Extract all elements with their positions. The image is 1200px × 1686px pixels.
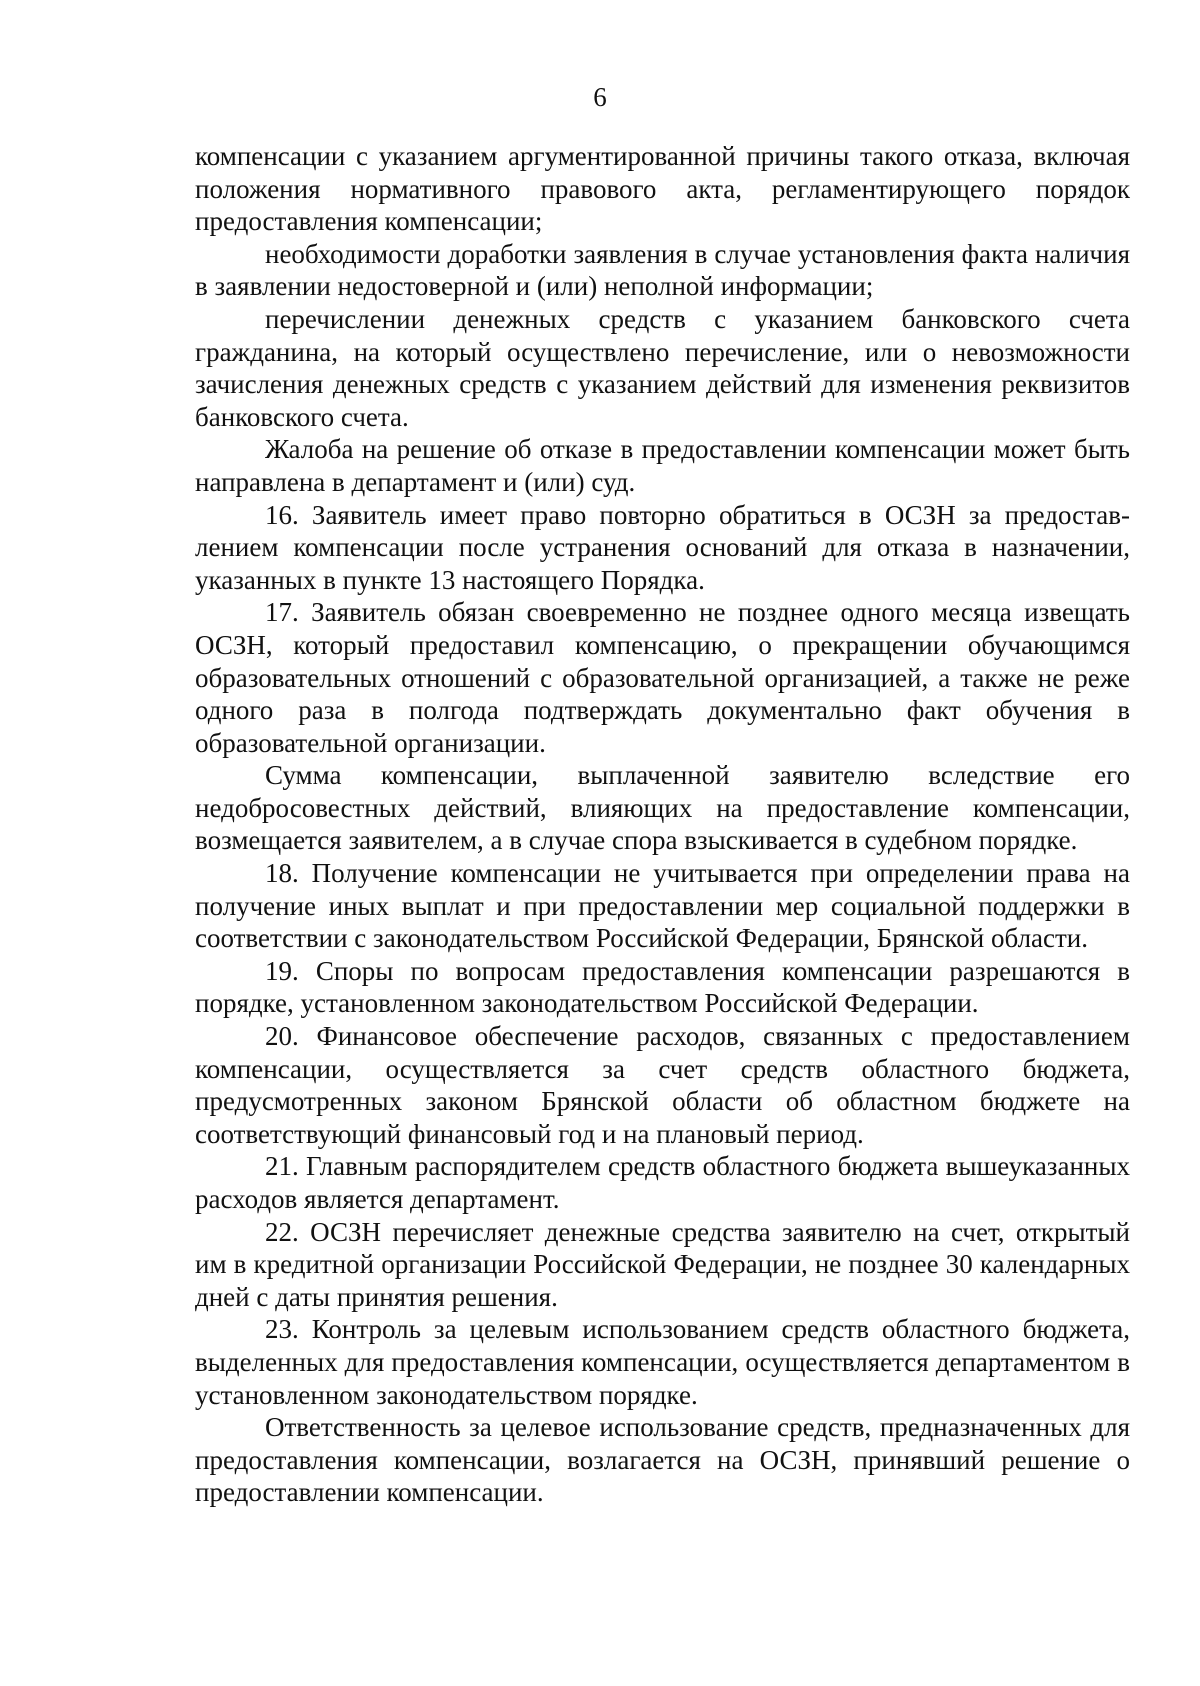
paragraph-item-18: 18. Получение компенсации не учитывается при определении права на получение иных выплат и при предоставлении мер социальной поддержки в соответствии с законодательством Российской Федерации, Брянской области. [195, 858, 1130, 954]
paragraph-item-22: 22. ОСЗН перечисляет денежные средства заявителю на счет, открытый им в кредитной организации Российской Федерации, не позднее 30 календарных дней с даты принятия решения. [195, 1216, 1130, 1312]
paragraph-item-23: 23. Контроль за целевым использованием средств областного бюджета, выделенных для предоставления компенсации, осуществляется департаментом в установленном законодательством порядке. [195, 1314, 1130, 1410]
document-body [195, 140, 1130, 1509]
paragraph-refusal-reason: компенсации с указанием аргументированной причины такого отказа, включая положения нормативного правового акта, регламентирующего порядок предоставления компенсации; [195, 141, 1130, 237]
paragraph-transfer-notice: перечислении денежных средств с указанием банковского счета гражданина, на который осуществлено перечисление, или о невозможности зачисления денежных средств с указанием действий для изменения реквизитов банковского счета. [195, 303, 1130, 432]
paragraph-refund: Сумма компенсации, выплаченной заявителю вследствие его недобросовестных действий, влияющих на предоставление компенсации, возмещается заявителем, а в случае спора взыскивается в судебном порядке. [195, 760, 1130, 856]
paragraph-responsibility: Ответственность за целевое использование средств, предназначенных для предоставления компенсации, возлагается на ОСЗН, принявший решение о предоставлении компенсации. [195, 1412, 1130, 1508]
paragraph-revision-needed: необходимости доработки заявления в случае установления факта наличия в заявлении недостоверной и (или) неполной информации; [195, 238, 1130, 302]
paragraph-item-17: 17. Заявитель обязан своевременно не позднее одного месяца извещать ОСЗН, который предоставил компенсацию, о прекращении обучающимся образовательных отношений с образовательной организацией, а также не реже одного раза в полгода подтверждать документально факт обучения в образовательной организации. [195, 597, 1130, 758]
page-number: 6 [593, 82, 607, 112]
paragraph-item-21: 21. Главным распорядителем средств областного бюджета вышеуказанных расходов является департамент. [195, 1151, 1130, 1214]
paragraph-complaint: Жалоба на решение об отказе в предоставлении компенсации может быть направлена в департамент и (или) суд. [195, 434, 1130, 497]
paragraph-item-16: 16. Заявитель имеет право повторно обратиться в ОСЗН за предоставлением компенсации после устранения оснований для отказа в назначении, указанных в пункте 13 настоящего Порядка. [195, 499, 1130, 595]
paragraph-item-20: 20. Финансовое обеспечение расходов, связанных с предоставлением компенсации, осуществляется за счет средств областного бюджета, предусмотренных законом Брянской области об областном бюджете на соответствующий финансовый год и на плановый период. [195, 1021, 1130, 1149]
paragraph-item-19: 19. Споры по вопросам предоставления компенсации разрешаются в порядке, установленном законодательством Российской Федерации. [195, 955, 1130, 1019]
